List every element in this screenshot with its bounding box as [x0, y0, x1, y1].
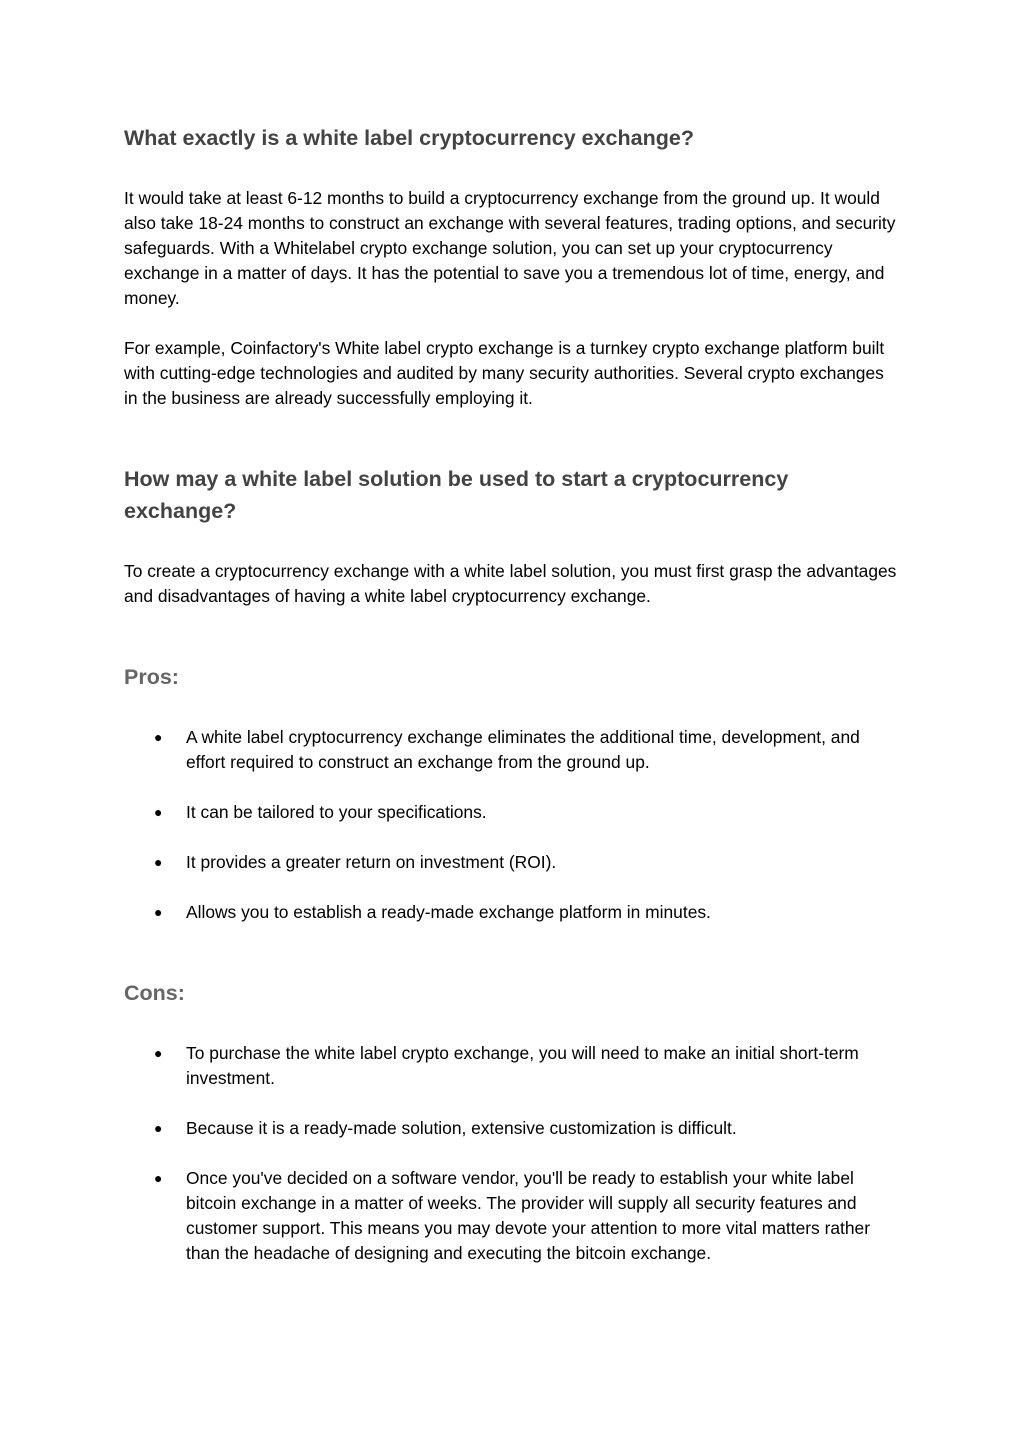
cons-item-text: Once you've decided on a software vendor, you'll be ready to establish your white label bitcoin exchange in a matter of weeks. The provider will supply all security features and customer support. This means you may devote your attention to more vital matters rather than the headache of designing and executing the bitcoin exchange. [186, 1168, 871, 1263]
bullet-icon: ● [154, 904, 163, 920]
pros-item-text: A white label cryptocurrency exchange eliminates the additional time, development, and effort required to construct an exchange from the ground up. [186, 727, 860, 772]
pros-item-text: Allows you to establish a ready-made exchange platform in minutes. [186, 902, 711, 922]
bullet-icon: ● [154, 1170, 163, 1186]
heading-howto: How may a white label solution be used to start a cryptocurrency exchange? [124, 467, 789, 523]
cons-item-text: To purchase the white label crypto exchange, you will need to make an initial short-term investment. [186, 1043, 859, 1088]
bullet-icon: ● [154, 804, 163, 820]
pros-list-item [154, 725, 894, 775]
paragraph-howto: To create a cryptocurrency exchange with a white label solution, you must first grasp the advantages and disadvantages of having a white label cryptocurrency exchange. [124, 561, 897, 606]
paragraph-intro-1: It would take at least 6-12 months to build a cryptocurrency exchange from the ground up. It would also take 18-24 months to construct an exchange with several features, trading options, and security safeguards. With a Whitelabel crypto exchange solution, you can set up your cryptocurrency exchange in a matter of days. It has the potential to save you a tremendous lot of time, energy, and money. [124, 188, 896, 308]
cons-list-item [154, 1116, 894, 1141]
cons-list-item [154, 1166, 894, 1266]
pros-list-item [154, 900, 894, 925]
pros-list-item [154, 850, 894, 875]
cons-item-text: Because it is a ready-made solution, extensive customization is difficult. [186, 1118, 737, 1138]
bullet-icon: ● [154, 854, 163, 870]
heading-cons: Cons: [124, 981, 185, 1005]
paragraph-intro-2: For example, Coinfactory's White label crypto exchange is a turnkey crypto exchange platform built with cutting-edge technologies and audited by many security authorities. Several crypto exchanges in the business are already successfully employing it. [124, 338, 885, 408]
pros-list-item [154, 800, 894, 825]
pros-item-text: It provides a greater return on investment (ROI). [186, 852, 557, 872]
cons-list-item [154, 1041, 894, 1091]
bullet-icon: ● [154, 1120, 163, 1136]
heading-intro: What exactly is a white label cryptocurrency exchange? [124, 126, 694, 150]
bullet-icon: ● [154, 729, 163, 745]
pros-item-text: It can be tailored to your specifications. [186, 802, 487, 822]
heading-pros: Pros: [124, 665, 179, 689]
bullet-icon: ● [154, 1045, 163, 1061]
